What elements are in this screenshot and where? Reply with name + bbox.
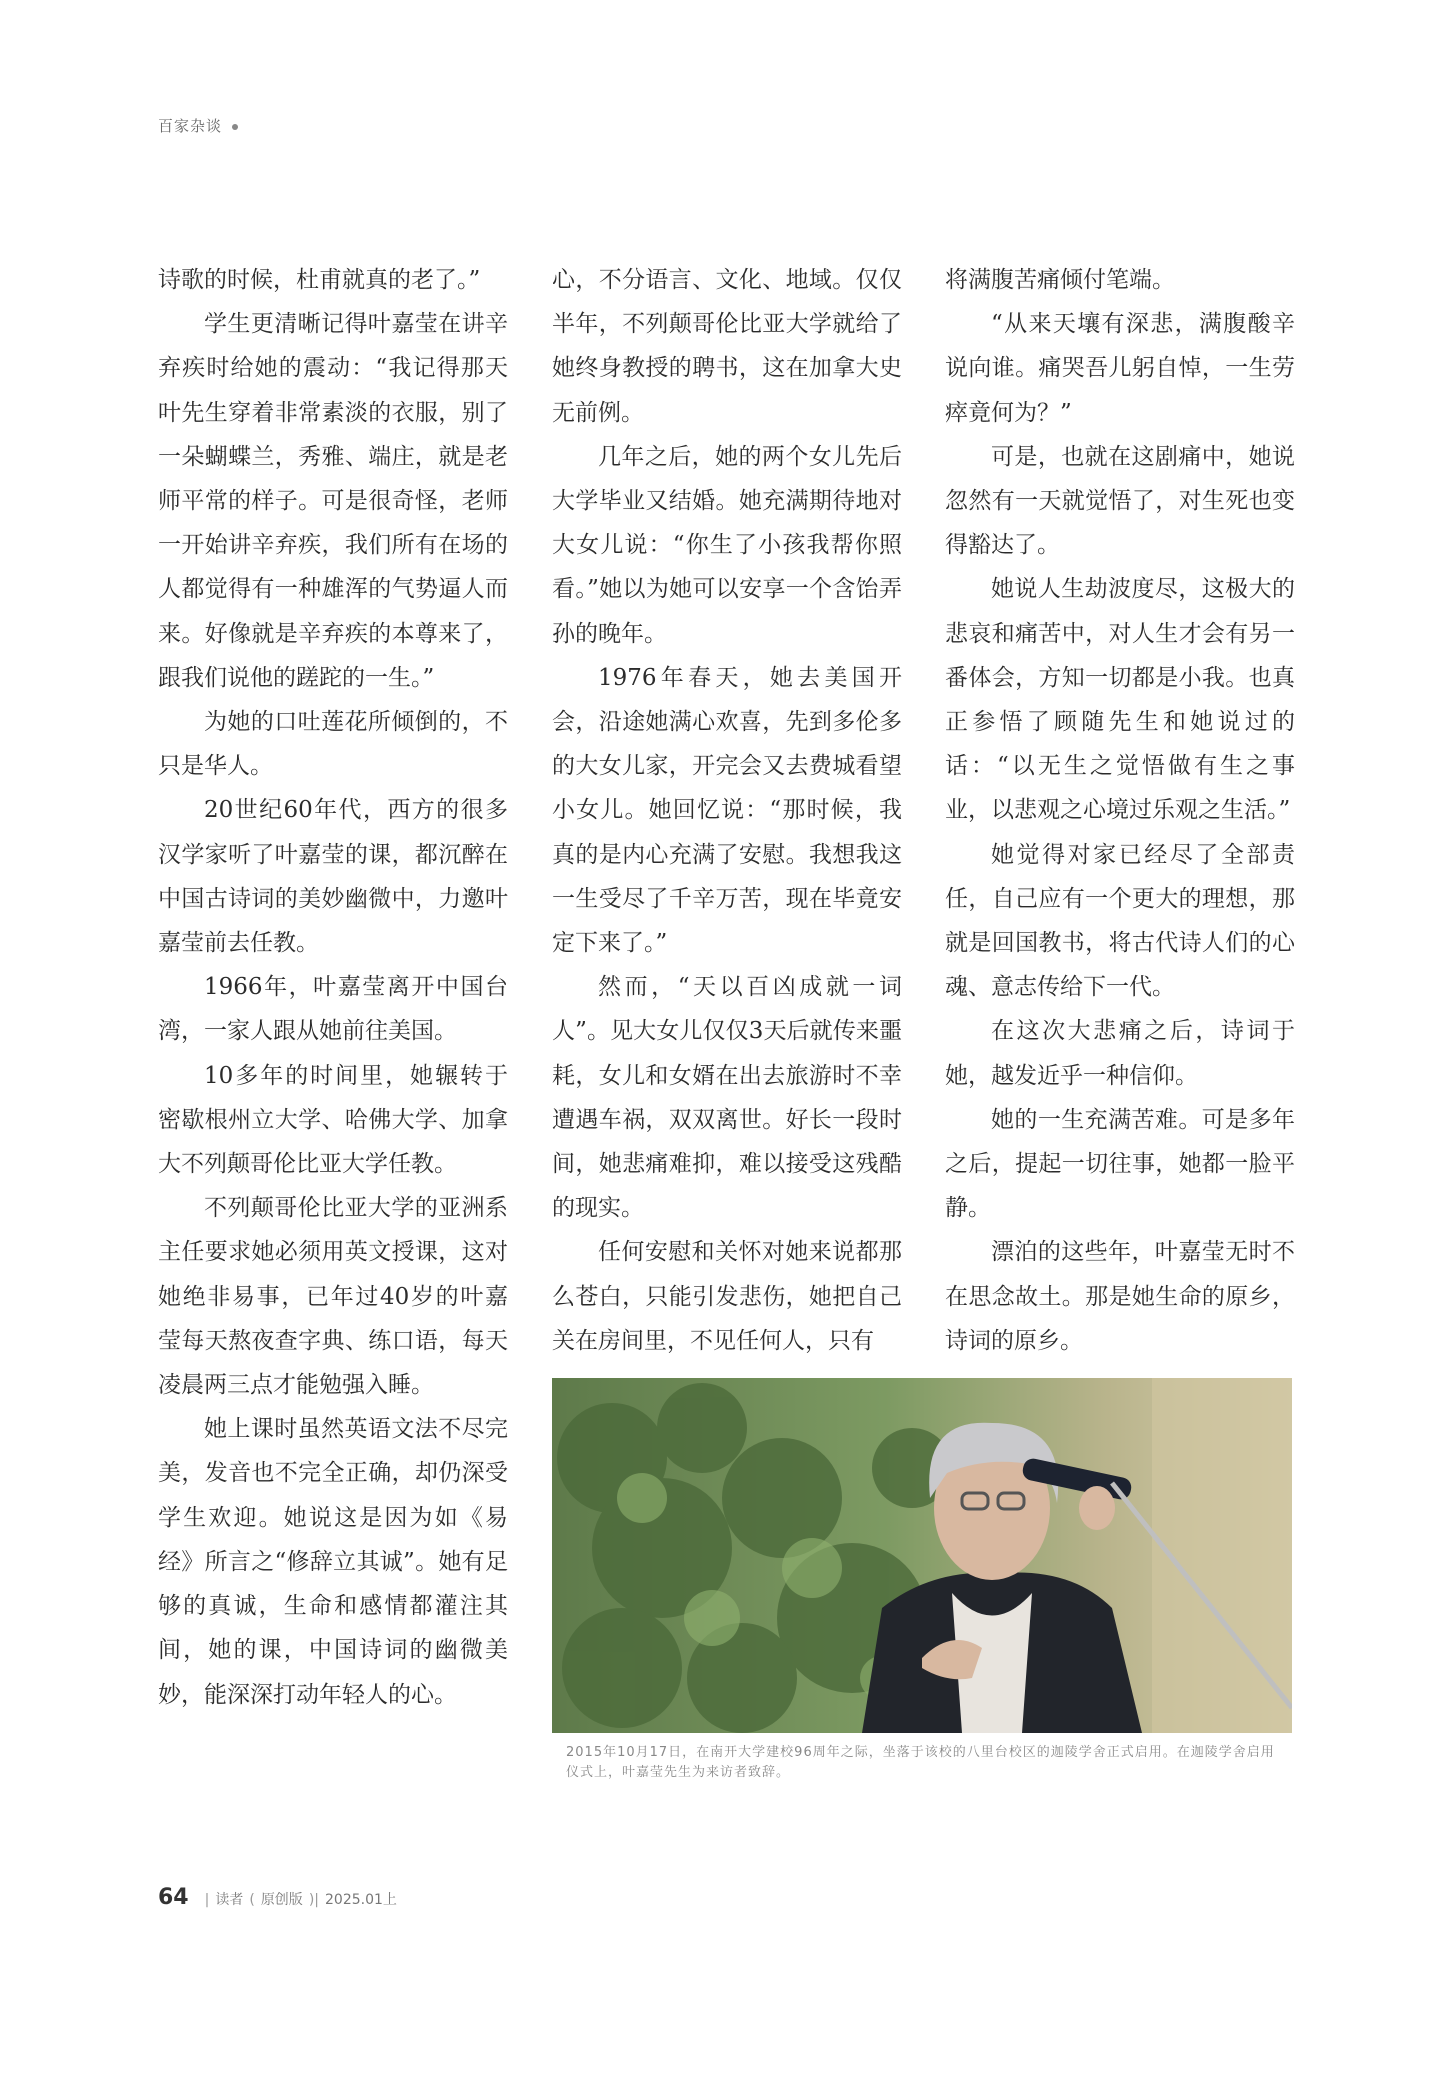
paragraph: 心，不分语言、文化、地域。仅仅半年，不列颠哥伦比亚大学就给了她终身教授的聘书，这在加拿大史无前例。 bbox=[552, 267, 902, 426]
paragraph: 她的一生充满苦难。可是多年之后，提起一切往事，她都一脸平静。 bbox=[945, 1106, 1295, 1222]
paragraph: 她说人生劫波度尽，这极大的悲哀和痛苦中，对人生才会有另一番体会，方知一切都是小我。也真正参悟了顾随先生和她说过的话：“以无生之觉悟做有生之事业，以悲观之心境过乐观之生活。” bbox=[945, 576, 1295, 824]
section-header bbox=[158, 115, 238, 136]
paragraph: 20世纪60年代，西方的很多汉学家听了叶嘉莹的课，都沉醉在中国古诗词的美妙幽微中，力邀叶嘉莹前去任教。 bbox=[158, 797, 508, 957]
paragraph: 10多年的时间里，她辗转于密歇根州立大学、哈佛大学、加拿大不列颠哥伦比亚大学任教。 bbox=[158, 1062, 508, 1178]
article-photo bbox=[552, 1378, 1292, 1733]
magazine-name: 读者 bbox=[215, 1892, 244, 1908]
paragraph: “从来天壤有深悲，满腹酸辛说向谁。痛哭吾儿躬自悼，一生劳瘁竟何为？” bbox=[945, 311, 1295, 426]
paragraph: 1966年，叶嘉莹离开中国台湾，一家人跟从她前往美国。 bbox=[158, 974, 508, 1045]
paragraph: 可是，也就在这剧痛中，她说忽然有一天就觉悟了，对生死也变得豁达了。 bbox=[945, 443, 1295, 559]
photo-caption: 2015年10月17日，在南开大学建校96周年之际，坐落于该校的八里台校区的迦陵学舍正式启用。在迦陵学舍启用仪式上，叶嘉莹先生为来访者致辞。 bbox=[566, 1745, 1275, 1780]
speaker-photo-illustration bbox=[552, 1378, 1292, 1733]
bullet-icon bbox=[232, 124, 238, 130]
paragraph: 在这次大悲痛之后，诗词于她，越发近乎一种信仰。 bbox=[945, 1018, 1295, 1089]
paragraph: 诗歌的时候，杜甫就真的老了。” bbox=[158, 267, 481, 293]
text-column-3 bbox=[945, 258, 1295, 1363]
paragraph: 不列颠哥伦比亚大学的亚洲系主任要求她必须用英文授课，这对她绝非易事，已年过40岁的叶嘉莹每天熬夜查字典、练口语，每天凌晨两三点才能勉强入睡。 bbox=[158, 1195, 508, 1399]
paragraph: 然而，“天以百凶成就一词人”。见大女儿仅仅3天后就传来噩耗，女儿和女婿在出去旅游时不幸遭遇车祸，双双离世。好长一段时间，她悲痛难抑，难以接受这残酷的现实。 bbox=[552, 974, 902, 1222]
paragraph: 漂泊的这些年，叶嘉莹无时不在思念故土。那是她生命的原乡，诗词的原乡。 bbox=[945, 1239, 1295, 1354]
page-footer: 64 | 读者 ( 原创版 )| 2025.01上 bbox=[158, 1885, 397, 1910]
paragraph: 1976年春天，她去美国开会，沿途她满心欢喜，先到多伦多的大女儿家，开完会又去费城看望小女儿。她回忆说：“那时候，我真的是内心充满了安慰。我想我这一生受尽了千辛万苦，现在毕竟安定下来了。” bbox=[552, 664, 902, 957]
paragraph: 任何安慰和关怀对她来说都那么苍白，只能引发悲伤，她把自己关在房间里，不见任何人，只有 bbox=[552, 1239, 902, 1354]
edition-name: 原创版 bbox=[260, 1892, 303, 1908]
paragraph: 为她的口吐莲花所倾倒的，不只是华人。 bbox=[158, 709, 508, 780]
section-label: 百家杂谈 bbox=[158, 117, 223, 135]
paragraph: 几年之后，她的两个女儿先后大学毕业又结婚。她充满期待地对大女儿说：“你生了小孩我帮你照看。”她以为她可以安享一个含饴弄孙的晚年。 bbox=[552, 443, 902, 647]
issue-date: 2025.01上 bbox=[325, 1892, 397, 1908]
text-column-1 bbox=[158, 258, 508, 1717]
text-column-2 bbox=[552, 258, 902, 1363]
paragraph: 学生更清晰记得叶嘉莹在讲辛弃疾时给她的震动：“我记得那天叶先生穿着非常素淡的衣服，别了一朵蝴蝶兰，秀雅、端庄，就是老师平常的样子。可是很奇怪，老师一开始讲辛弃疾，我们所有在场的人都觉得有一种雄浑的气势逼人而来。好像就是辛弃疾的本尊来了，跟我们说他的蹉跎的一生。” bbox=[158, 311, 508, 691]
paragraph: 她觉得对家已经尽了全部责任，自己应有一个更大的理想，那就是回国教书，将古代诗人们的心魂、意志传给下一代。 bbox=[945, 841, 1295, 1001]
paragraph: 将满腹苦痛倾付笔端。 bbox=[945, 267, 1175, 293]
paragraph: 她上课时虽然英语文法不尽完美，发音也不完全正确，却仍深受学生欢迎。她说这是因为如《易经》所言之“修辞立其诚”。她有足够的真诚，生命和感情都灌注其间，她的课，中国诗词的幽微美妙，能深深打动年轻人的心。 bbox=[158, 1416, 508, 1708]
page-number: 64 bbox=[158, 1885, 189, 1910]
